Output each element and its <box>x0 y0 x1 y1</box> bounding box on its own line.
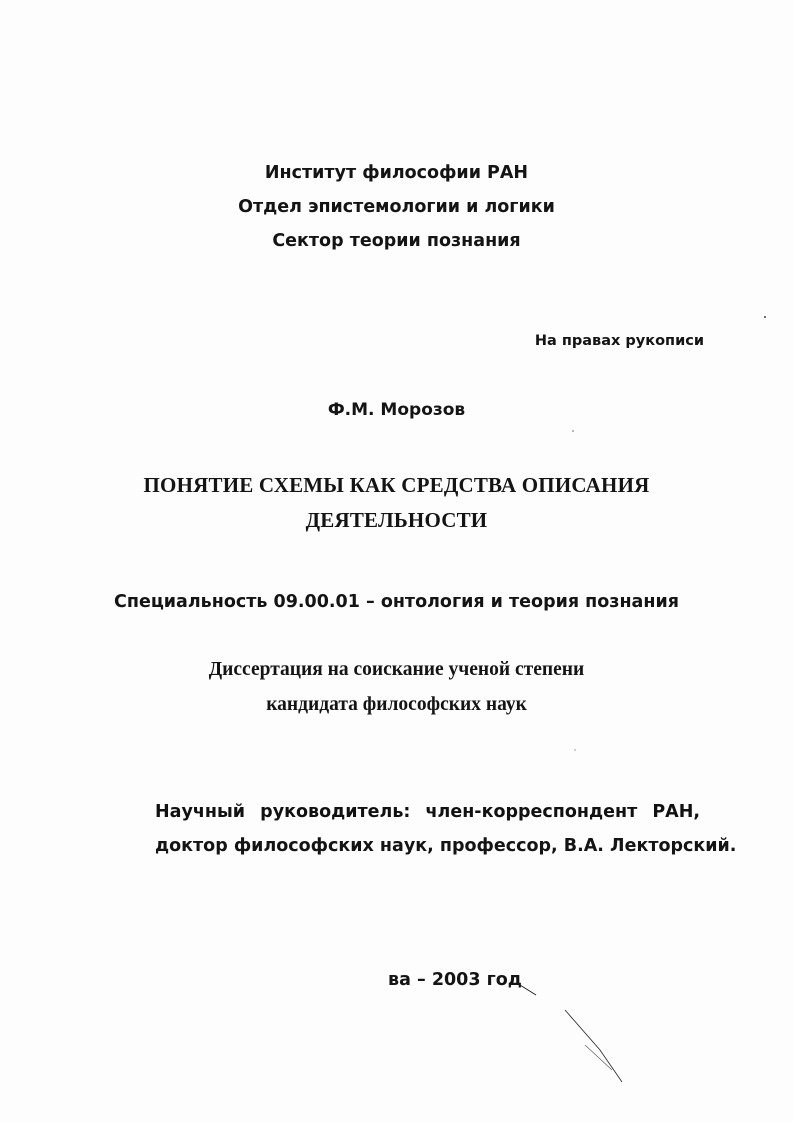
manuscript-note: На правах рукописи <box>534 333 704 349</box>
dissertation-degree-line-1: Диссертация на соискание ученой степени <box>208 659 585 680</box>
scan-stroke <box>520 985 536 995</box>
scan-stroke <box>585 1045 612 1070</box>
supervisor-word: РАН, <box>652 802 700 822</box>
supervisor-word: руководитель: <box>260 802 411 822</box>
supervisor-line-1 <box>155 802 700 822</box>
institute-name: Институт философии РАН <box>264 163 529 183</box>
department-name: Отдел эпистемологии и логики <box>238 197 555 217</box>
scan-speck <box>572 430 574 432</box>
scan-speck <box>764 316 766 318</box>
author-name: Ф.М. Морозов <box>327 400 466 420</box>
scan-speck <box>574 749 575 750</box>
place-and-year: ва – 2003 год <box>388 970 522 990</box>
dissertation-title-line-1: ПОНЯТИЕ СХЕМЫ КАК СРЕДСТВА ОПИСАНИЯ <box>143 473 650 497</box>
dissertation-title-line-2: ДЕЯТЕЛЬНОСТИ <box>305 508 488 532</box>
supervisor-word: член-корреспондент <box>425 802 638 822</box>
scan-stroke <box>565 1010 622 1082</box>
supervisor-word: Научный <box>155 802 246 822</box>
sector-name: Сектор теории познания <box>272 231 521 251</box>
supervisor-line-2: доктор философских наук, профессор, В.А. Лекторский. <box>155 836 737 856</box>
specialty-line: Специальность 09.00.01 – онтология и теория познания <box>114 592 679 612</box>
dissertation-degree-line-2: кандидата философских наук <box>266 694 527 715</box>
